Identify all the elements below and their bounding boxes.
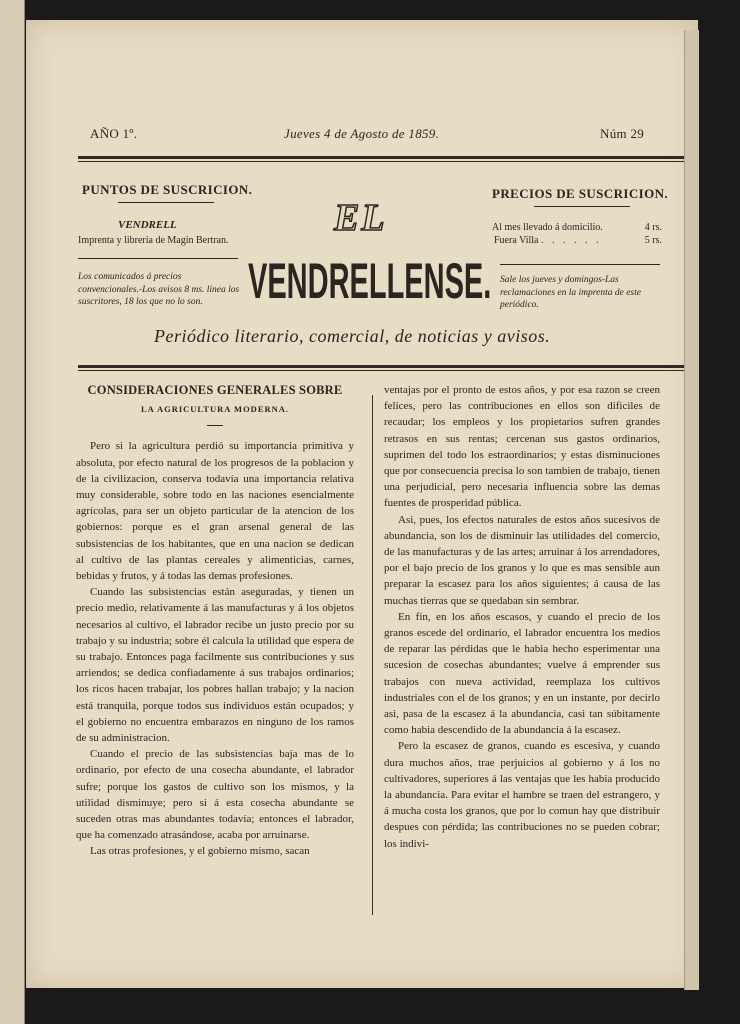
newspaper-title: VENDRELLENSE. — [248, 253, 492, 309]
price-label: Al mes llevado á domicilio. — [492, 222, 603, 233]
year-label: AÑO 1º. — [90, 126, 138, 141]
book-binding — [0, 0, 25, 1024]
article-subtitle: LA AGRICULTURA MODERNA. — [140, 404, 290, 415]
title-article: EL — [334, 197, 387, 239]
subscription-points-heading: PUNTOS DE SUSCRICION. — [82, 182, 253, 197]
left-column — [76, 382, 354, 860]
price-row: Fuera Villa . . . . . . 5 rs. — [494, 235, 662, 246]
note-rule — [500, 264, 660, 265]
article-paragraph: Cuando las subsistencias están aseguradas, y tienen un precio medio, relativamente á las manufacturas y á los objetos necesarios al cultivo, el labrador recibe un justo precio por su trabajo y su industria; sobre él calcula la utilidad que espera de su trabajo. Entonces paga facilmente sus contribuciones y sus arriendos; se dedica confiadamente á sus trabajos ordinarios; los ricos hacen trabajar, los pobres hallan trabajo; y la nacion está tranquila, porque todos sus individuos están ocupados; y el gobierno no encuentra embarazos en ninguno de los ramos de su administracion. — [76, 586, 354, 745]
note-rule — [78, 258, 238, 259]
price-value: 5 rs. — [644, 235, 662, 246]
article-paragraph: ventajas por el pronto de estos años, y por esa razon se creen felices, pero las contribuciones en ellos son dificiles de recaudar; los empleos y los propietarios sufren grandes retrasos en sus rentas; cercenan sus gastos ordinarios, suprimen del todo los estraordinarios; y estas disminuciones que por consecuencia precisa lo son tambien de trabajo, tienen una perjudicial, pero necesaria influencia sobre las demas fuentes de prosperidad pública. — [384, 384, 660, 510]
right-column — [384, 382, 660, 852]
article-paragraph: Pero la escasez de granos, cuando es escesiva, y cuando dura muchos años, trae perjuicios al gobierno y á los no cultivadores, superiores á las ventajas que les habia producido la abundancia. Para evitar el hambre se traen del estrangero, y á mucha costa los granos, que por lo comun hay que distribuir despues con pérdida; las contribuciones no se pueden cobrar; los indivi- — [384, 740, 660, 850]
article-paragraph: Las otras profesiones, y el gobierno mismo, sacan — [90, 845, 310, 858]
masthead-rule-bottom-thin — [78, 370, 688, 371]
vendrell-label: VENDRELL — [118, 219, 177, 231]
article-paragraph: Pero si la agricultura perdió su importancia primitiva y absoluta, por efecto natural de los progresos de la poblacion y de la civilizacion, conserva todavía una importancia relativa muy considerable, sobre todo en las naciones esencialmente agrícolas, para ser un objeto particular de la atencion de los gobiernos: porque es el gran arsenal general de las subsistencias de los habitantes, que en una nacion se dedican al cultivo de las plantas cereales y alimenticias, carnes, bebidas y frutos, y á todas las demas profesiones. — [76, 440, 354, 583]
masthead-rule-bottom — [78, 365, 688, 368]
title-dash — [207, 425, 223, 426]
price-row — [492, 221, 662, 234]
masthead-rule-top-thin — [78, 161, 688, 162]
issue-number: Núm 29 — [600, 126, 645, 141]
column-divider — [372, 395, 373, 915]
publication-notice: Sale los jueves y domingos-Las reclamaciones en la imprenta de este periódico. — [500, 275, 641, 310]
printer-line: Imprenta y libreria de Magin Bertran. — [78, 235, 229, 246]
article-paragraph: Asi, pues, los efectos naturales de estos años sucesivos de abundancia, son los de disminuir las utilidades del comercio, de las manufacturas y de las artes; arruinar á los arrendadores, por el bajo precio de los granos y lo que es mas sensible aun preparar la escasez para los años siguientes; á causa de las muchas tierras que se quedaban sin sembrar. — [384, 513, 660, 607]
issue-date: Jueves 4 de Agosto de 1859. — [284, 126, 440, 141]
page-edge — [684, 30, 699, 990]
heading-underline — [118, 202, 214, 203]
heading-underline — [534, 206, 630, 207]
article-paragraph: Cuando el precio de las subsistencias baja mas de lo ordinario, por efecto de una cosecha abundante, el labrador sufre; porque los gastos de cultivo son los mismos, y la utilidad disminuye; pero si á esta cosecha abundante se suceden otras mas abundantes todavía; entonces el labrador, que ha comenzado atrasándose, acaba por arruinarse. — [76, 748, 354, 842]
masthead-rule-top — [78, 156, 688, 159]
article-title: CONSIDERACIONES GENERALES SOBRE — [87, 383, 343, 397]
price-label: Fuera Villa — [494, 235, 539, 246]
newspaper-page — [26, 20, 698, 988]
newspaper-subtitle: Periódico literario, comercial, de noticias y avisos. — [154, 326, 551, 346]
article-paragraph: En fin, en los años escasos, y cuando el precio de los granos escede del ordinario, el labrador encuentra los medios de reparar las pérdidas que le habia hecho esperimentar una sucesion de cosechas abundantes; vuelve á emprender sus trabajos con nueva actividad, reemplaza los cultivos industriales con el de los granos; y en un instante, por decirlo asi, pasa de la escasez á la abundancia, casi tan súbitamente como habia descendido de la abundancia á la escasez. — [384, 610, 660, 737]
subscription-prices-heading: PRECIOS DE SUSCRICION. — [492, 186, 669, 201]
price-value: 4 rs. — [644, 222, 662, 233]
ad-notice: Los comunicados á precios convencionales.-Los avisos 8 ms. linea los suscritores, 18 los que no lo son. — [78, 272, 240, 307]
